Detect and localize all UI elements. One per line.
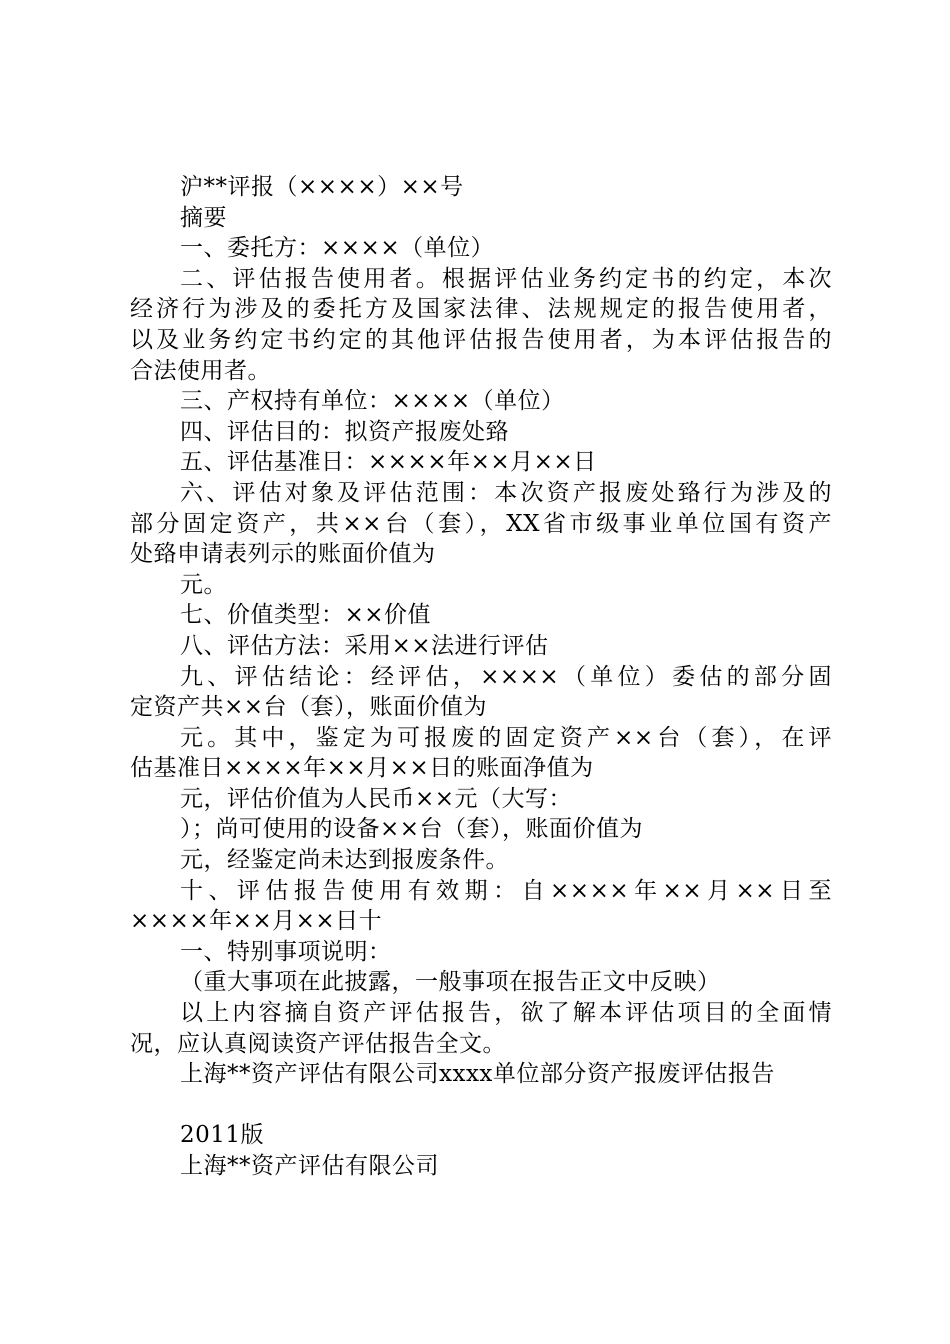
- text-line: 摘要: [180, 204, 227, 231]
- text-line: 九、评估结论：经评估，××××（单位）委估的部分固: [180, 663, 832, 690]
- text-line: 上海**资产评估有限公司: [180, 1153, 439, 1179]
- text-line: 定资产共××台（套），账面价值为: [130, 694, 488, 721]
- text-line: 部分固定资产，共××台（套），XX省市级事业单位国有资产: [130, 510, 832, 537]
- text-line: 七、价值类型：××价值: [180, 602, 432, 629]
- text-line: 元，评估价值为人民币××元（大写：: [180, 785, 573, 812]
- text-line: （重大事项在此披露，一般事项在报告正文中反映）: [180, 969, 721, 996]
- text-line: 处臵申请表列示的账面价值为: [130, 541, 436, 568]
- text-line: 五、评估基准日：××××年××月××日: [180, 449, 597, 476]
- text-line: 六、评估对象及评估范围：本次资产报废处臵行为涉及的: [180, 479, 832, 506]
- document-body: [130, 172, 832, 1182]
- text-line: 八、评估方法：采用××法进行评估: [180, 632, 549, 659]
- text-line: 合法使用者。: [130, 357, 271, 384]
- text-line: 元，经鉴定尚未达到报废条件。: [180, 847, 509, 874]
- text-line: 况，应认真阅读资产评估报告全文。: [130, 1030, 506, 1057]
- text-line: 2011版: [180, 1122, 265, 1149]
- blank-line: [130, 1090, 832, 1121]
- text-line: 经济行为涉及的委托方及国家法律、法规规定的报告使用者，: [130, 296, 832, 323]
- text-line: 二、评估报告使用者。根据评估业务约定书的约定，本次: [180, 265, 832, 292]
- text-line: 一、委托方：××××（单位）: [180, 235, 495, 262]
- text-line: 以上内容摘自资产评估报告，欲了解本评估项目的全面情: [180, 1000, 832, 1027]
- text-line: 一、特别事项说明：: [180, 938, 392, 965]
- text-line: ××××年××月××日十: [130, 908, 383, 935]
- text-line: 三、产权持有单位：××××（单位）: [180, 388, 565, 415]
- text-line: 元。其中，鉴定为可报废的固定资产××台（套），在评: [180, 724, 832, 751]
- text-line: 十、评估报告使用有效期：自××××年××月××日至: [180, 877, 832, 904]
- text-line: 以及业务约定书约定的其他评估报告使用者，为本评估报告的: [130, 326, 832, 353]
- text-line: ）；尚可使用的设备××台（套），账面价值为: [180, 816, 644, 843]
- text-line: 估基准日××××年××月××日的账面净值为: [130, 755, 594, 782]
- text-line: 上海**资产评估有限公司xxxx单位部分资产报废评估报告: [180, 1061, 775, 1088]
- text-line: 元。: [180, 571, 227, 598]
- text-line: 沪**评报（××××）××号: [180, 174, 464, 200]
- text-line: 四、评估目的：拟资产报废处臵: [180, 418, 509, 445]
